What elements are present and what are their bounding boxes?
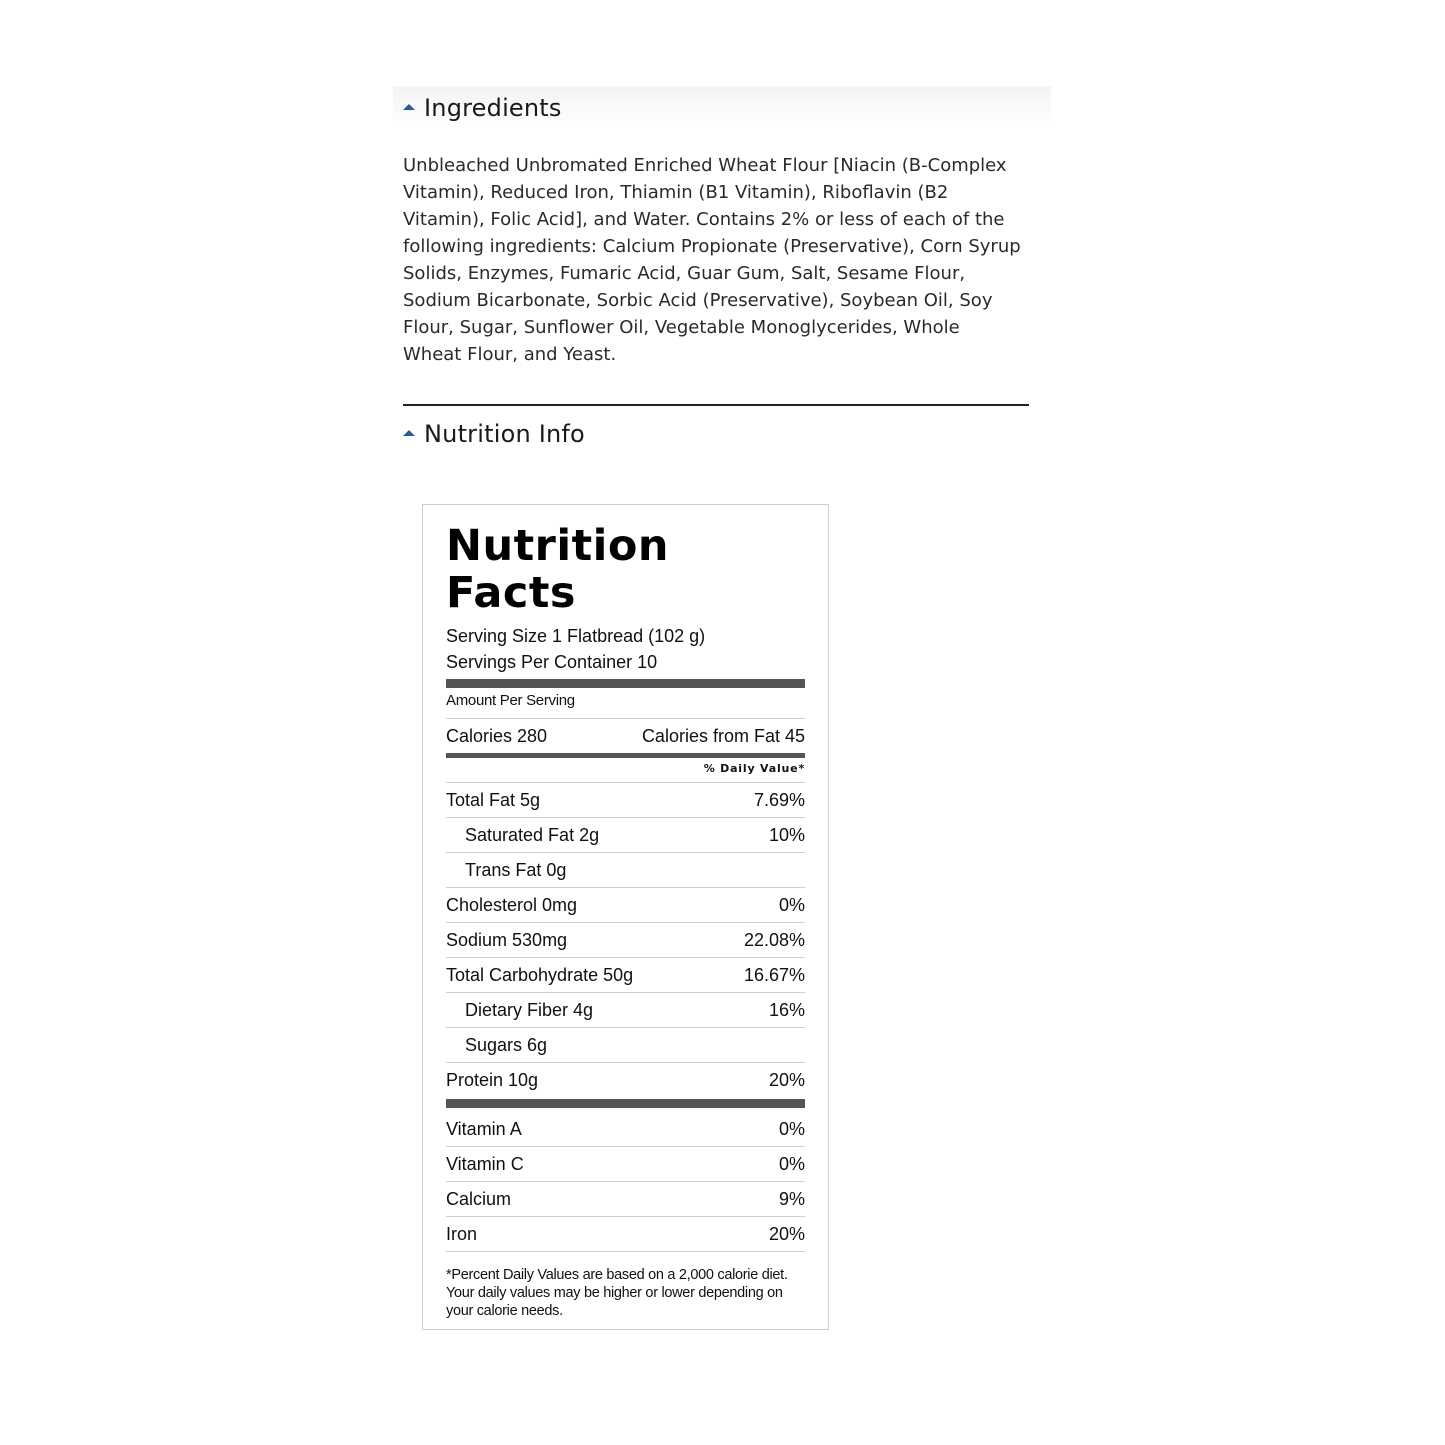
nutrient-label: Saturated Fat 2g xyxy=(465,825,600,845)
serving-size: Serving Size 1 Flatbread (102 g) xyxy=(446,626,706,646)
caret-up-icon xyxy=(403,104,415,110)
nutrient-value: 7.69% xyxy=(753,790,805,810)
nutrition-facts-title xyxy=(446,523,805,617)
product-details-panel xyxy=(393,86,1051,456)
nutrient-row xyxy=(446,958,805,993)
thick-divider xyxy=(446,679,805,688)
nutrient-label: Total Carbohydrate 50g xyxy=(446,965,634,985)
nutrient-label: Sugars 6g xyxy=(465,1035,548,1055)
vitamin-row xyxy=(446,1182,805,1217)
amount-per-serving: Amount Per Serving xyxy=(446,688,805,719)
nutrient-value: 16% xyxy=(768,1000,805,1020)
nutrient-label: Trans Fat 0g xyxy=(465,860,567,880)
ingredients-text: Unbleached Unbromated Enriched Wheat Flour [Niacin (B-Complex Vitamin), Reduced Iron, Thiamin (B1 Vitamin), Riboflavin (B2 Vitamin), Folic Acid], and Water. Contains 2% or less of each of the following ingredients: Calcium Propionate (Preservative), Corn Syrup Solids, Enzymes, Fumaric Acid, Guar Gum, Salt, Sesame Flour, Sodium Bicarbonate, Sorbic Acid (Preservative), Soybean Oil, Soy Flour, Sugar, Sunflower Oil, Vegetable Monoglycerides, Whole Wheat Flour, and Yeast. xyxy=(403,155,1021,365)
vitamin-value: 9% xyxy=(778,1189,805,1209)
calories-row xyxy=(446,719,805,753)
nutrient-label: Dietary Fiber 4g xyxy=(465,1000,594,1020)
nutrient-value: 0% xyxy=(778,895,805,915)
ingredients-section-toggle[interactable] xyxy=(393,86,1051,130)
vitamin-row xyxy=(446,1217,805,1252)
nutrient-row xyxy=(446,888,805,923)
nutrient-label: Total Fat 5g xyxy=(446,790,541,810)
nutrition-facts-label xyxy=(422,504,829,1330)
nutrient-row xyxy=(446,923,805,958)
vitamin-label: Iron xyxy=(446,1224,478,1244)
nutrient-value: 16.67% xyxy=(743,965,805,985)
nutrient-label: Protein 10g xyxy=(446,1070,539,1090)
thick-divider xyxy=(446,1099,805,1108)
nutrition-info-header: Nutrition Info xyxy=(424,420,585,448)
vitamin-value: 0% xyxy=(778,1119,805,1139)
nutrition-facts-title-line2: Facts xyxy=(446,568,577,618)
nutrition-section-toggle[interactable] xyxy=(393,412,1051,456)
nutrient-label: Cholesterol 0mg xyxy=(446,895,578,915)
nutrition-facts-title-line1: Nutrition xyxy=(446,521,670,571)
vitamin-value: 0% xyxy=(778,1154,805,1174)
nutrient-value: 22.08% xyxy=(743,930,805,950)
calories-from-fat: Calories from Fat 45 xyxy=(641,726,805,746)
vitamin-label: Calcium xyxy=(446,1189,512,1209)
vitamin-row xyxy=(446,1147,805,1182)
nutrient-value: 10% xyxy=(768,825,805,845)
nutrient-row xyxy=(446,818,805,853)
daily-value-footnote: *Percent Daily Values are based on a 2,000 calorie diet. Your daily values may be higher or lower depending on your calorie needs. xyxy=(446,1267,788,1319)
nutrient-row xyxy=(446,853,805,888)
daily-value-header: % Daily Value* xyxy=(446,758,805,783)
calories: Calories 280 xyxy=(446,726,548,746)
nutrient-row xyxy=(446,1063,805,1097)
ingredients-header: Ingredients xyxy=(424,94,562,122)
caret-up-icon xyxy=(403,430,415,436)
section-divider xyxy=(403,404,1029,406)
nutrient-value: 20% xyxy=(768,1070,805,1090)
nutrient-row xyxy=(446,783,805,818)
vitamin-value: 20% xyxy=(768,1224,805,1244)
vitamin-row xyxy=(446,1112,805,1147)
nutrient-label: Sodium 530mg xyxy=(446,930,568,950)
nutrient-row xyxy=(446,993,805,1028)
nutrient-row xyxy=(446,1028,805,1063)
servings-per-container: Servings Per Container 10 xyxy=(446,652,658,672)
vitamin-label: Vitamin A xyxy=(446,1119,522,1139)
vitamin-label: Vitamin C xyxy=(446,1154,524,1174)
